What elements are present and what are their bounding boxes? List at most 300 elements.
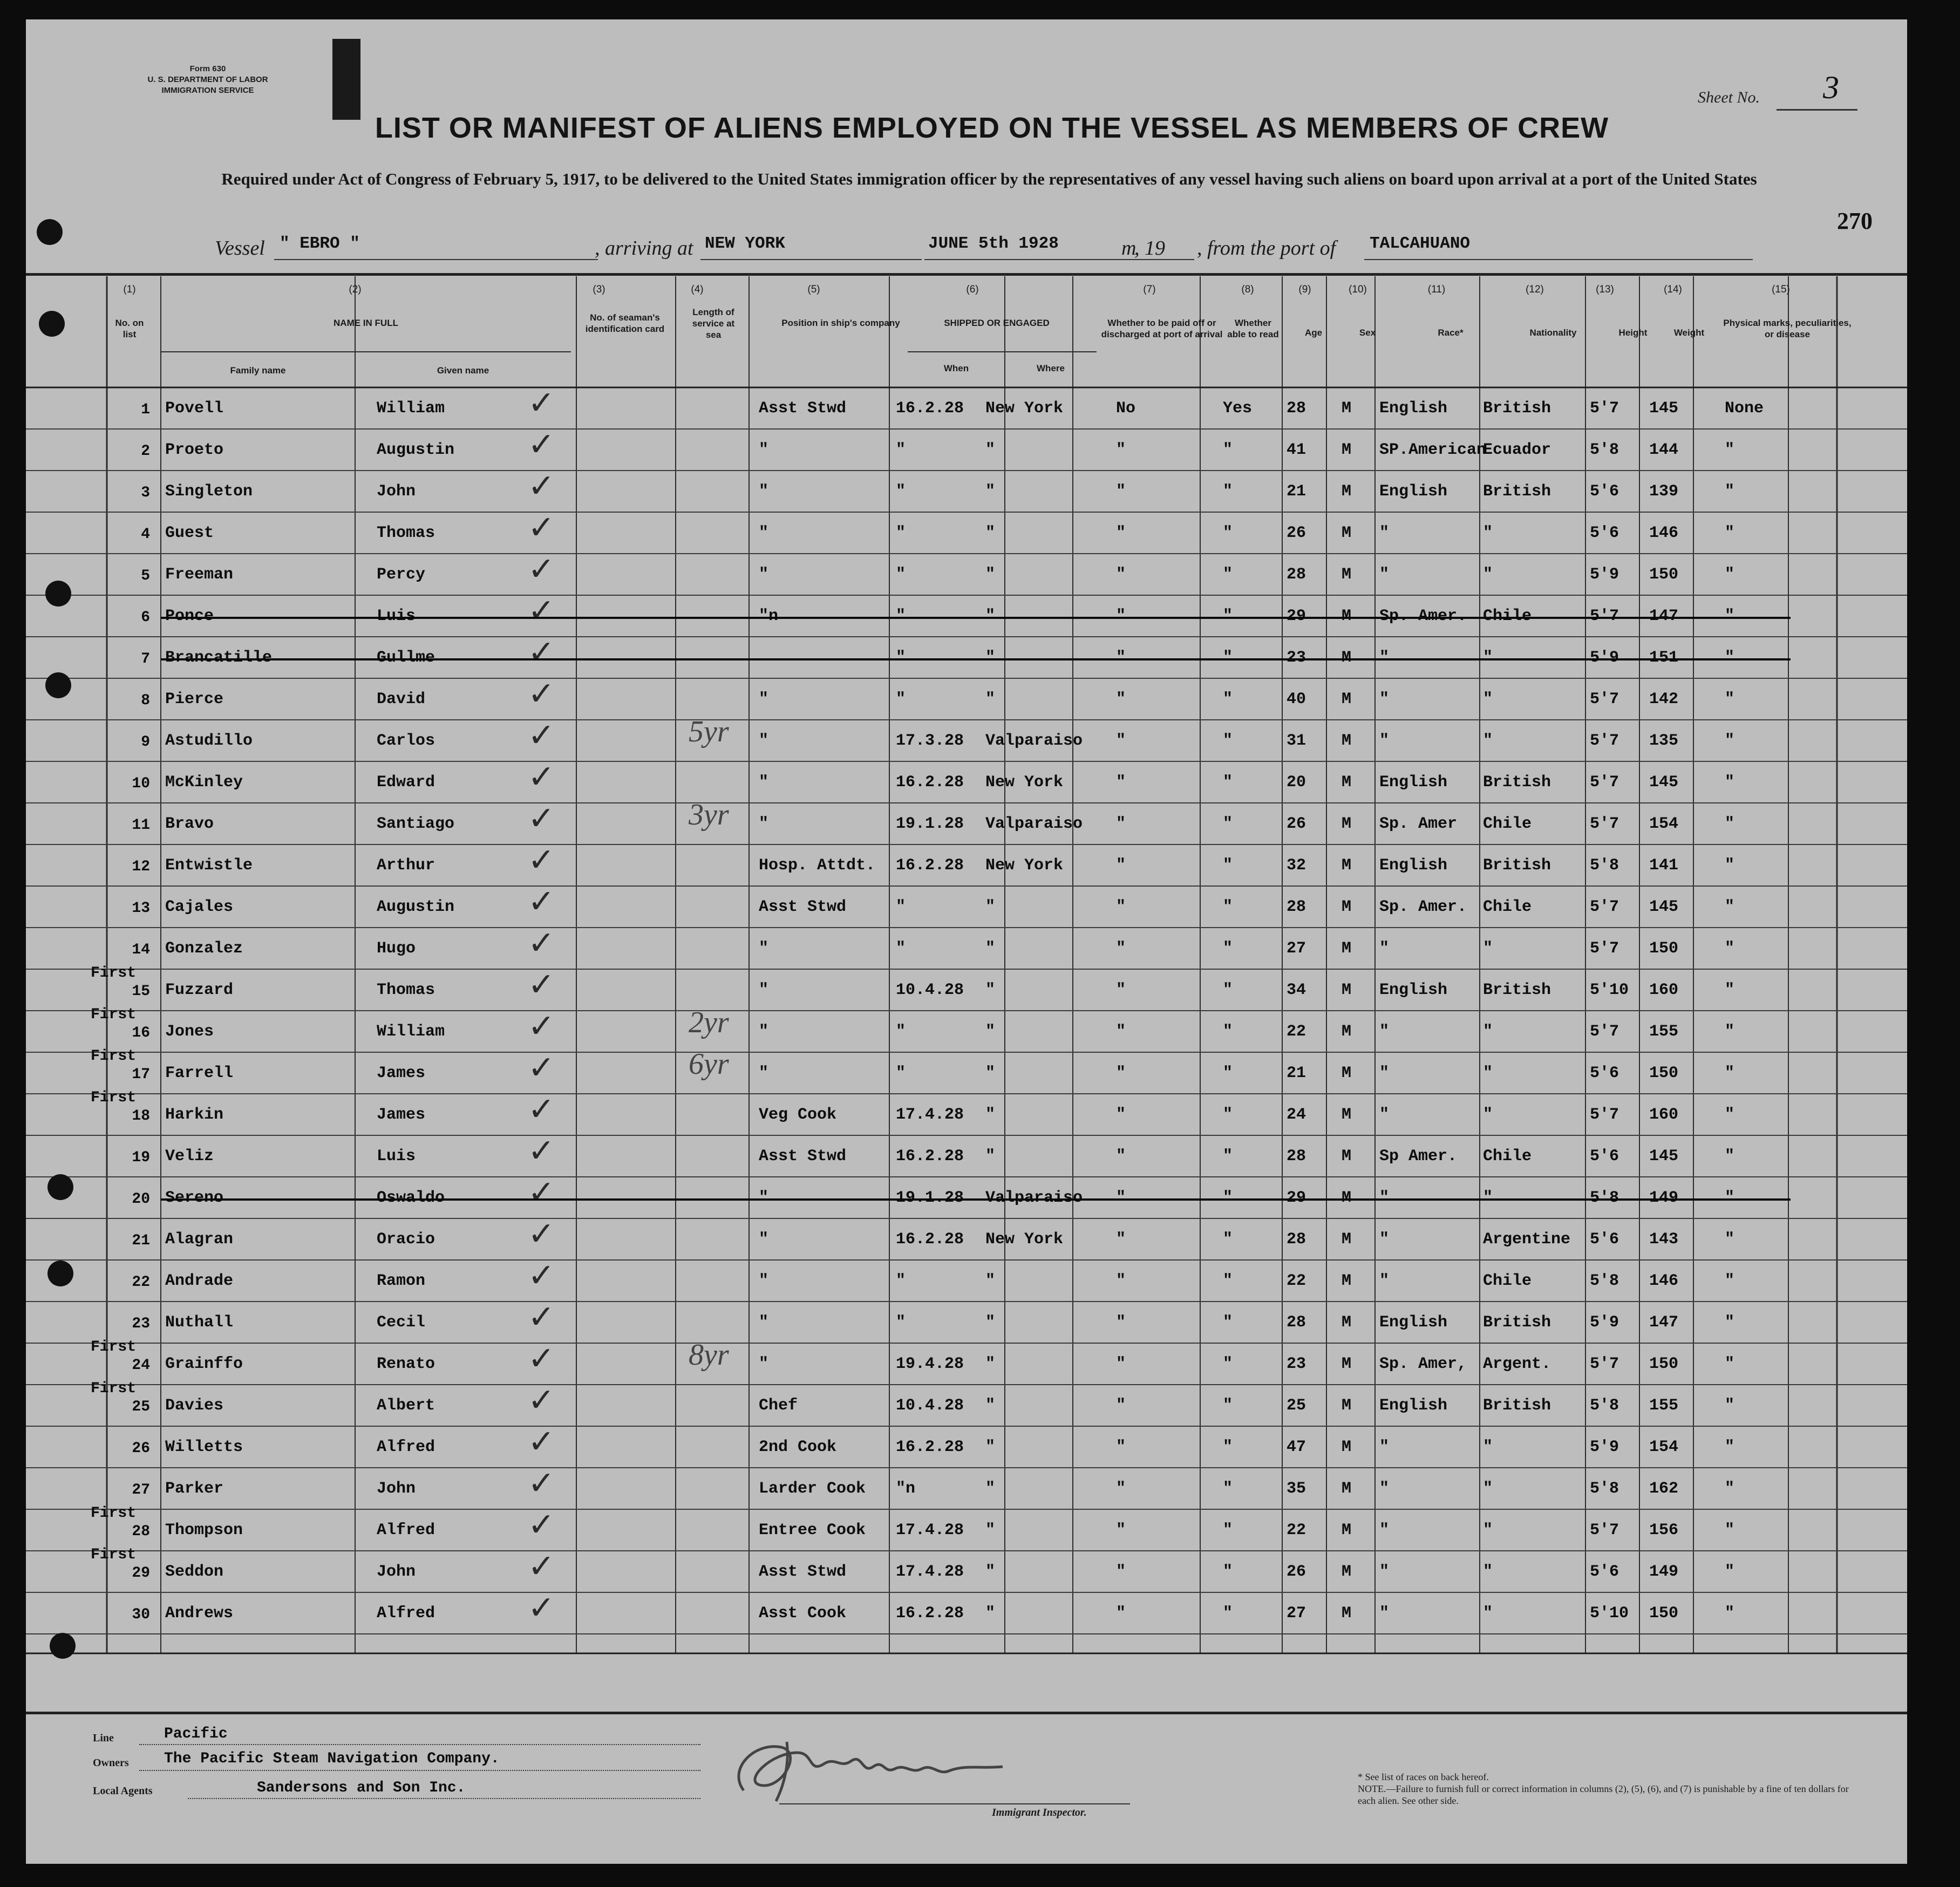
cell-when: 19.1.28 [896,815,964,833]
cell-given: Oracio [377,1230,435,1249]
cell-race: " [1379,1064,1390,1082]
cell-age: 23 [1287,1355,1306,1373]
footer-owners-rule [139,1770,700,1771]
table-row [26,1380,1907,1426]
cell-position: " [759,1313,769,1332]
cell-when: " [896,524,906,542]
cell-race: Sp Amer. [1379,1147,1458,1166]
cell-race: " [1379,1563,1390,1581]
cell-height: 5'7 [1590,898,1619,916]
cell-family: Andrade [165,1272,234,1290]
cell-height: 5'8 [1590,1396,1619,1415]
cell-given: John [377,482,416,501]
cell-race: Sp. Amer. [1379,898,1467,916]
cell-position: " [759,773,769,792]
row-number: 23 [132,1316,150,1332]
cell-paid: " [1116,981,1126,999]
cell-when: 17.4.28 [896,1106,964,1124]
cell-where: New York [985,399,1064,418]
cell-position: Veg Cook [759,1106,837,1124]
cell-position: " [759,524,769,542]
cell-given: Renato [377,1355,435,1373]
check-mark-icon: ✓ [528,1506,555,1544]
vessel-underline [274,259,598,260]
footer-rule [26,1712,1907,1714]
cell-weight: 135 [1649,732,1679,750]
cell-read: " [1223,607,1233,625]
inspector-signature [722,1731,1100,1807]
from-label: , from the port of [1197,237,1336,260]
cell-age: 28 [1287,399,1306,418]
cell-given: Augustin [377,898,455,916]
hdr-name-in-full: NAME IN FULL [334,318,398,328]
check-mark-icon: ✓ [528,1132,555,1170]
form-number: Form 630 [189,64,226,73]
table-row [26,1589,1907,1634]
cell-where: " [985,981,996,999]
row-number: 7 [141,651,150,667]
cell-family: Singleton [165,482,253,501]
hdr-physical: Physical marks, peculiarities, or disease [1723,318,1852,339]
cell-when: " [896,607,906,625]
cell-given: William [377,399,445,418]
cell-given: Thomas [377,524,435,542]
check-mark-icon: ✓ [528,966,555,1004]
header-rule [26,273,1907,276]
table-row [26,800,1907,844]
form-department: U. S. DEPARTMENT OF LABOR [147,75,268,84]
cell-when: " [896,1064,906,1082]
form-identifier [124,64,291,96]
row-number: 13 [132,900,150,917]
cell-sex: M [1342,1480,1352,1498]
cell-read: " [1223,690,1233,709]
cell-when: " [896,1272,906,1290]
cell-family: Proeto [165,441,224,459]
cell-given: Santiago [377,815,455,833]
hdr-family-name: Family name [230,365,286,376]
cell-sex: M [1342,898,1352,916]
cell-paid: " [1116,1272,1126,1290]
cell-given: Carlos [377,732,435,750]
cell-paid: " [1116,1313,1126,1332]
cell-where: " [985,566,996,584]
service-length-handwritten: 6yr [689,1047,729,1081]
hdr-when: When [943,363,969,373]
cell-sex: M [1342,566,1352,584]
cell-position: " [759,939,769,958]
cell-family: Andrews [165,1604,234,1623]
table-row [26,1547,1907,1592]
cell-height: 5'8 [1590,856,1619,875]
check-mark-icon: ✓ [528,841,555,879]
cell-when: " [896,690,906,709]
check-mark-icon: ✓ [528,1589,555,1627]
cell-marks: " [1725,607,1735,625]
cell-read: " [1223,1189,1233,1207]
cell-family: Sereno [165,1189,224,1207]
check-mark-icon: ✓ [528,1464,555,1502]
row-number: 14 [132,942,150,958]
first-trip-mark: First [91,1048,137,1065]
cell-age: 21 [1287,1064,1306,1082]
cell-age: 35 [1287,1480,1306,1498]
cell-position: Asst Stwd [759,1563,847,1581]
hdr-sex: Sex [1359,328,1376,338]
table-row [26,841,1907,886]
cell-sex: M [1342,1604,1352,1623]
cell-height: 5'6 [1590,1147,1619,1166]
cell-age: 22 [1287,1272,1306,1290]
cell-height: 5'8 [1590,1272,1619,1290]
cell-given: Albert [377,1396,435,1415]
check-mark-icon: ✓ [528,1298,555,1336]
footer-line-value: Pacific [164,1726,228,1742]
cell-weight: 155 [1649,1023,1679,1041]
cell-where: Valparaiso [985,815,1083,833]
cell-nationality: " [1483,939,1493,958]
cell-height: 5'9 [1590,1438,1619,1456]
cell-where: New York [985,1230,1064,1249]
cell-when: 17.3.28 [896,732,964,750]
cell-given: James [377,1064,426,1082]
cell-when: " [896,649,906,667]
cell-nationality: " [1483,1438,1493,1456]
cell-nationality: " [1483,1521,1493,1539]
cell-position: Asst Cook [759,1604,847,1623]
cell-marks: None [1725,399,1764,418]
cell-race: SP.American [1379,441,1487,459]
cell-race: English [1379,773,1448,792]
cell-marks: " [1725,1563,1735,1581]
cell-race: " [1379,1604,1390,1623]
cell-family: Davies [165,1396,224,1415]
cell-age: 27 [1287,1604,1306,1623]
cell-when: 17.4.28 [896,1521,964,1539]
hdr-where: Where [1037,363,1065,373]
cell-age: 32 [1287,856,1306,875]
cell-when: " [896,441,906,459]
cell-height: 5'7 [1590,773,1619,792]
cell-paid: " [1116,773,1126,792]
cell-read: " [1223,1023,1233,1041]
cell-marks: " [1725,1230,1735,1249]
colnum-11: (11) [1427,284,1446,295]
cell-given: Gullme [377,649,435,667]
cell-given: Oswaldo [377,1189,445,1207]
cell-marks: " [1725,690,1735,709]
cell-family: Alagran [165,1230,234,1249]
cell-given: Thomas [377,981,435,999]
cell-family: Cajales [165,898,234,916]
cell-weight: 141 [1649,856,1679,875]
cell-height: 5'6 [1590,482,1619,501]
cell-family: Bravo [165,815,214,833]
cell-age: 29 [1287,1189,1306,1207]
cell-read: " [1223,981,1233,999]
cell-age: 28 [1287,1313,1306,1332]
cell-race: Sp. Amer [1379,815,1458,833]
cell-sex: M [1342,482,1352,501]
cell-nationality: " [1483,732,1493,750]
cell-paid: " [1116,1230,1126,1249]
cell-height: 5'8 [1590,1189,1619,1207]
cell-age: 28 [1287,566,1306,584]
hdr-height: Height [1618,328,1648,338]
cell-given: Edward [377,773,435,792]
cell-when: 16.2.28 [896,1147,964,1166]
cell-weight: 144 [1649,441,1679,459]
cell-marks: " [1725,566,1735,584]
cell-family: Gonzalez [165,939,243,958]
row-number: 2 [141,443,150,460]
cell-weight: 147 [1649,1313,1679,1332]
cell-weight: 145 [1649,898,1679,916]
cell-family: Farrell [165,1064,234,1082]
cell-weight: 154 [1649,815,1679,833]
cell-race: English [1379,856,1448,875]
cell-marks: " [1725,1355,1735,1373]
cell-height: 5'6 [1590,1064,1619,1082]
colnum-6: (6) [966,284,979,295]
cell-position: "n [759,607,779,625]
cell-weight: 150 [1649,939,1679,958]
cell-paid: " [1116,898,1126,916]
cell-where: New York [985,773,1064,792]
cell-paid: " [1116,690,1126,709]
hdr-weight: Weight [1673,328,1705,338]
punch-hole [47,1261,73,1286]
table-row [26,675,1907,720]
cell-nationality: " [1483,1563,1493,1581]
cell-when: " [896,1313,906,1332]
cell-race: " [1379,939,1390,958]
first-trip-mark: First [91,1006,137,1023]
form-service: IMMIGRATION SERVICE [161,86,254,95]
cell-nationality: British [1483,773,1551,792]
cell-nationality: British [1483,1396,1551,1415]
cell-race: Sp. Amer. [1379,607,1467,625]
cell-sex: M [1342,1106,1352,1124]
cell-when: " [896,1023,906,1041]
cell-height: 5'9 [1590,566,1619,584]
cell-sex: M [1342,524,1352,542]
footer-owners-label: Owners [93,1757,129,1769]
cell-read: " [1223,441,1233,459]
arriving-port: NEW YORK [705,234,785,253]
colnum-14: (14) [1664,284,1682,295]
check-mark-icon: ✓ [528,883,555,921]
cell-where: " [985,607,996,625]
cell-race: " [1379,1023,1390,1041]
cell-height: 5'6 [1590,1230,1619,1249]
table-row [26,633,1907,678]
cell-sex: M [1342,1313,1352,1332]
cell-paid: " [1116,939,1126,958]
cell-when: 10.4.28 [896,981,964,999]
cell-position: " [759,1230,769,1249]
punch-hole [37,219,63,245]
cell-age: 20 [1287,773,1306,792]
hdr-paid-off: Whether to be paid off or discharged at port of arrival [1101,318,1223,339]
stamp-number: 270 [1837,208,1873,234]
cell-where: " [985,1563,996,1581]
hdr-able-read: Whether able to read [1227,318,1279,339]
check-mark-icon: ✓ [528,550,555,588]
from-port: TALCAHUANO [1370,234,1471,253]
cell-read: " [1223,1396,1233,1415]
cell-where: " [985,1396,996,1415]
manifest-page [26,19,1907,1864]
cell-race: " [1379,1189,1390,1207]
check-mark-icon: ✓ [528,1423,555,1461]
cell-marks: " [1725,649,1735,667]
cell-paid: " [1116,1106,1126,1124]
cell-weight: 160 [1649,1106,1679,1124]
check-mark-icon: ✓ [528,924,555,962]
cell-height: 5'7 [1590,607,1619,625]
cell-family: Nuthall [165,1313,234,1332]
cell-family: Veliz [165,1147,214,1166]
cell-marks: " [1725,1023,1735,1041]
cell-paid: " [1116,1064,1126,1082]
cell-where: " [985,1272,996,1290]
cell-family: Thompson [165,1521,243,1539]
cell-read: " [1223,524,1233,542]
cell-nationality: " [1483,566,1493,584]
cell-age: 26 [1287,524,1306,542]
check-mark-icon: ✓ [528,426,555,464]
table-row [26,1174,1907,1218]
check-mark-icon: ✓ [528,758,555,796]
cell-nationality: " [1483,690,1493,709]
cell-marks: " [1725,1189,1735,1207]
cell-marks: " [1725,773,1735,792]
table-row [26,1505,1907,1551]
cell-race: English [1379,399,1448,418]
cell-marks: " [1725,1313,1735,1332]
cell-marks: " [1725,981,1735,999]
cell-nationality: Ecuador [1483,441,1551,459]
row-number: 15 [132,983,150,1000]
cell-sex: M [1342,1147,1352,1166]
cell-sex: M [1342,732,1352,750]
cell-sex: M [1342,399,1352,418]
cell-nationality: " [1483,1064,1493,1082]
cell-given: William [377,1023,445,1041]
first-trip-mark: First [91,965,137,982]
table-row [26,717,1907,761]
first-trip-mark: First [91,1505,137,1522]
cell-sex: M [1342,1272,1352,1290]
cell-weight: 145 [1649,1147,1679,1166]
cell-race: " [1379,649,1390,667]
hdr-given-name: Given name [437,365,489,376]
cell-given: Alfred [377,1604,435,1623]
cell-sex: M [1342,1521,1352,1539]
row-number: 1 [141,401,150,418]
cell-paid: " [1116,1355,1126,1373]
cell-marks: " [1725,1064,1735,1082]
cell-given: Percy [377,566,426,584]
cell-read: Yes [1223,399,1253,418]
hdr-nationality: Nationality [1529,328,1577,338]
check-mark-icon: ✓ [528,1548,555,1585]
cell-family: Freeman [165,566,234,584]
row-number: 24 [132,1357,150,1374]
cell-when: " [896,898,906,916]
check-mark-icon: ✓ [528,592,555,630]
cell-age: 31 [1287,732,1306,750]
cell-nationality: British [1483,1313,1551,1332]
hdr-shipped: SHIPPED OR ENGAGED [944,318,1050,328]
cell-age: 40 [1287,690,1306,709]
row-number: 30 [132,1606,150,1623]
cell-race: English [1379,1313,1448,1332]
cell-where: " [985,1147,996,1166]
cell-given: Arthur [377,856,435,875]
cell-position: Chef [759,1396,798,1415]
cell-race: English [1379,1396,1448,1415]
cell-family: Grainffo [165,1355,243,1373]
cell-race: " [1379,524,1390,542]
cell-given: Alfred [377,1521,435,1539]
check-mark-icon: ✓ [528,717,555,754]
colnum-13: (13) [1596,284,1614,295]
cell-age: 27 [1287,939,1306,958]
cell-weight: 146 [1649,524,1679,542]
binder-clip [332,39,360,120]
cell-given: Alfred [377,1438,435,1456]
table-row [26,1048,1907,1094]
cell-race: " [1379,1438,1390,1456]
cell-marks: " [1725,1272,1735,1290]
table-row [26,965,1907,1011]
cell-family: Jones [165,1023,214,1041]
cell-sex: M [1342,1064,1352,1082]
table-row [26,1132,1907,1177]
cell-when: "n [896,1480,916,1498]
hdr-position: Position in ship's company [781,318,900,328]
row-number: 17 [132,1066,150,1083]
table-row [26,1464,1907,1509]
cell-where: " [985,1438,996,1456]
footer-owners-value: The Pacific Steam Navigation Company. [164,1750,500,1767]
arrival-date: JUNE 5th 1928 [928,234,1059,253]
note-penalty: NOTE.—Failure to furnish full or correct information in columns (2), (5), (6), and (7) is punishable by a fine of ten dollars for each alien. See other side. [1358,1783,1849,1806]
cell-when: 10.4.28 [896,1396,964,1415]
cell-read: " [1223,1355,1233,1373]
cell-height: 5'8 [1590,441,1619,459]
cell-when: 16.2.28 [896,399,964,418]
cell-when: 16.2.28 [896,1604,964,1623]
vessel-name: " EBRO " [280,234,360,253]
cell-when: 19.4.28 [896,1355,964,1373]
first-trip-mark: First [91,1339,137,1355]
cell-paid: " [1116,815,1126,833]
check-mark-icon: ✓ [528,1215,555,1253]
cell-marks: " [1725,1438,1735,1456]
cell-race: " [1379,690,1390,709]
cell-age: 26 [1287,1563,1306,1581]
cell-weight: 155 [1649,1396,1679,1415]
cell-given: John [377,1563,416,1581]
row-number: 3 [141,485,150,501]
hdr-length-service: Length of service at sea [692,307,735,340]
colnum-15: (15) [1772,284,1790,295]
inspector-rule [779,1803,1130,1804]
row-number: 18 [132,1108,150,1125]
